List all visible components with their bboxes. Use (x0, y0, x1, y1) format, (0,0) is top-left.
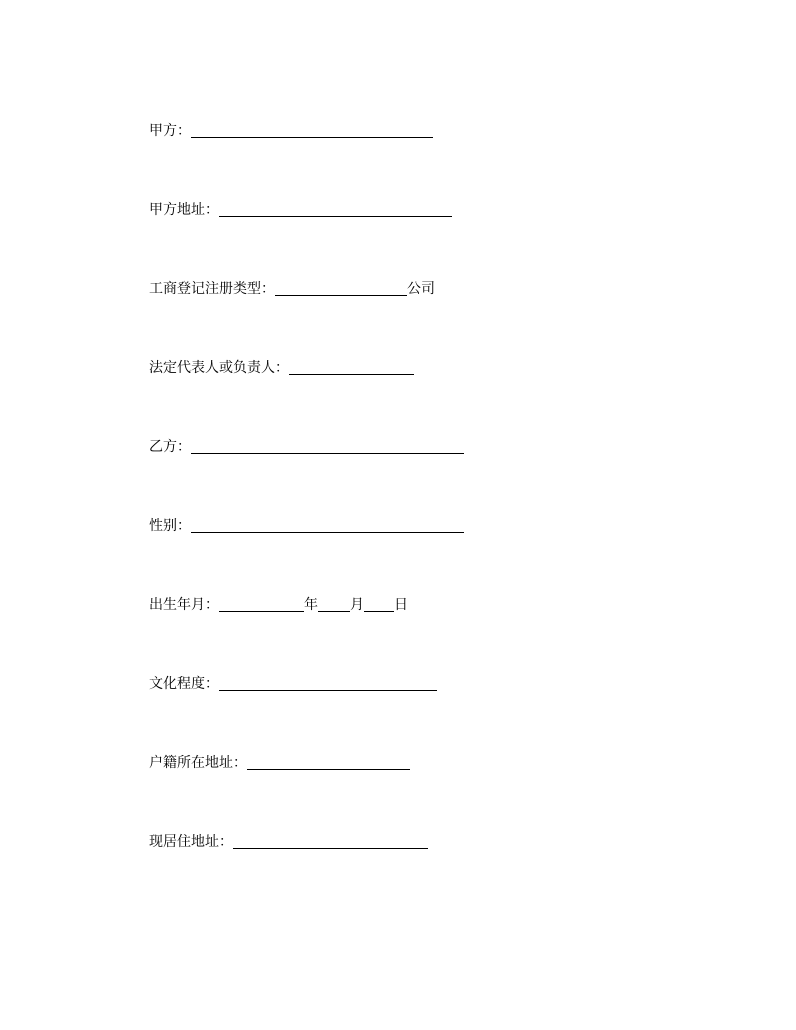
birth-month-field[interactable] (318, 597, 350, 612)
legal-representative-row (149, 353, 414, 377)
education-label: 文化程度： (149, 676, 219, 692)
party-b-row (149, 432, 464, 456)
birth-month-suffix: 月 (350, 597, 364, 613)
household-address-label: 户籍所在地址： (149, 755, 247, 771)
registration-type-field[interactable] (275, 281, 407, 296)
registration-type-row (149, 274, 435, 298)
household-address-row (149, 748, 410, 772)
registration-type-label: 工商登记注册类型： (149, 281, 275, 297)
current-address-label: 现居住地址： (149, 834, 233, 850)
birth-day-field[interactable] (364, 597, 394, 612)
party-b-label: 乙方： (149, 439, 191, 455)
household-address-field[interactable] (247, 755, 410, 770)
current-address-row (149, 827, 428, 851)
legal-representative-label: 法定代表人或负责人： (149, 360, 289, 376)
party-b-field[interactable] (191, 439, 464, 454)
education-row (149, 669, 437, 693)
gender-row (149, 511, 464, 535)
party-a-label: 甲方： (149, 123, 191, 139)
legal-representative-field[interactable] (289, 360, 414, 375)
birth-year-suffix: 年 (304, 597, 318, 613)
education-field[interactable] (219, 676, 437, 691)
party-a-field[interactable] (191, 123, 433, 138)
birth-year-field[interactable] (219, 597, 304, 612)
party-a-address-label: 甲方地址： (149, 202, 219, 218)
birth-day-suffix: 日 (394, 597, 408, 613)
gender-label: 性别： (149, 518, 191, 534)
party-a-row (149, 116, 433, 140)
party-a-address-field[interactable] (219, 202, 452, 217)
registration-type-suffix: 公司 (407, 281, 435, 297)
current-address-field[interactable] (233, 834, 428, 849)
party-a-address-row (149, 195, 452, 219)
birth-date-row (149, 590, 408, 614)
gender-field[interactable] (191, 518, 464, 533)
birth-date-label: 出生年月： (149, 597, 219, 613)
